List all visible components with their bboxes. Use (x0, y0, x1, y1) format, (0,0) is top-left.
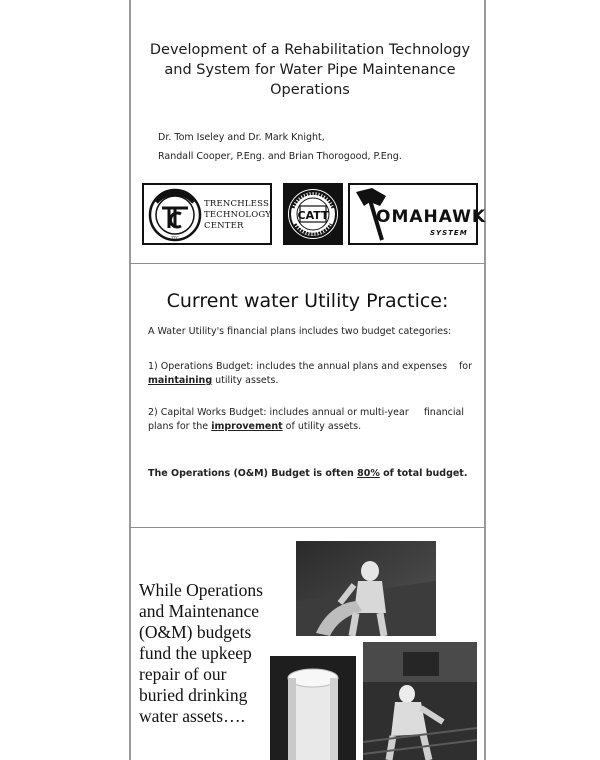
item2-suffix: of utility assets. (282, 421, 362, 432)
tomahawk-wordmark: OMAHAWK (376, 207, 487, 227)
statement-line: fund the upkeep (139, 643, 252, 663)
catt-letters: CATT (297, 209, 329, 222)
item1-line2 (148, 374, 478, 388)
item2-line1 (148, 406, 478, 420)
statement-line: (O&M) budgets (139, 622, 252, 642)
ttc-word: TECHNOLOGY (204, 210, 272, 220)
item1-suffix: utility assets. (212, 375, 279, 386)
cured-liner-image (270, 656, 356, 760)
improvement-emphasis: improvement (211, 421, 283, 432)
catt-logo (283, 183, 343, 245)
catt-seal-icon (286, 186, 340, 242)
statement-line: water assets…. (139, 706, 245, 726)
title-line: and System for Water Pipe Maintenance (164, 62, 456, 78)
title-line: Operations (270, 82, 350, 98)
slide-divider (130, 527, 485, 528)
eighty-percent-emphasis: 80% (357, 468, 380, 479)
item2-text: 2) Capital Works Budget: includes annual or multi-year (148, 407, 409, 418)
statement-line: buried drinking (139, 685, 248, 705)
slide2-title: Current water Utility Practice: (166, 290, 449, 312)
ttc-monogram: TTC (171, 236, 179, 241)
capital-works-budget-item (148, 406, 478, 434)
statement-line: repair of our (139, 664, 227, 684)
operations-budget-item (148, 360, 478, 388)
photo-cured-liner-sample (270, 656, 356, 760)
note-prefix: The Operations (O&M) Budget is often (148, 468, 358, 479)
tomahawk-subtitle: SYSTEM (430, 229, 468, 237)
item1-text: 1) Operations Budget: includes the annual plans and expenses (148, 361, 448, 372)
tomahawk-system-logo (348, 183, 487, 245)
authors-line: Dr. Tom Iseley and Dr. Mark Knight, (158, 132, 325, 143)
ttc-wordmark (204, 199, 274, 232)
slide-right-border (484, 0, 486, 760)
maintaining-emphasis: maintaining (148, 375, 213, 386)
slide1-authors (158, 128, 478, 166)
item2-start: plans for the (148, 421, 212, 432)
budget-intro: A Water Utility's financial plans includes two budget categories: (148, 326, 452, 337)
note-suffix: of total budget. (379, 468, 468, 479)
title-line: Development of a Rehabilitation Technology (149, 42, 471, 58)
slide1-title (140, 40, 480, 100)
slide-divider (130, 263, 485, 264)
ttc-word: TRENCHLESS (204, 199, 269, 209)
statement-line: and Maintenance (139, 601, 260, 621)
item1-for: for (458, 361, 472, 372)
photo-installation-site (363, 642, 477, 760)
installation-site-image (363, 642, 477, 760)
authors-line: Randall Cooper, P.Eng. and Brian Thorogood, P.Eng. (158, 151, 402, 162)
slide3-statement (139, 580, 289, 727)
statement-line: While Operations (139, 580, 263, 600)
trenchless-technology-center-logo (142, 183, 272, 245)
ttc-emblem-icon (148, 188, 202, 242)
budget-share-note (148, 467, 478, 481)
pipe-liner-worker-image (296, 541, 436, 636)
item2-line2 (148, 420, 478, 434)
photo-pipe-liner-worker (296, 541, 436, 636)
logo-row (142, 183, 487, 247)
item2-financial: financial (423, 407, 464, 418)
ttc-word: CENTER (204, 221, 244, 231)
slide-left-border (129, 0, 131, 760)
item1-line1 (148, 360, 478, 374)
